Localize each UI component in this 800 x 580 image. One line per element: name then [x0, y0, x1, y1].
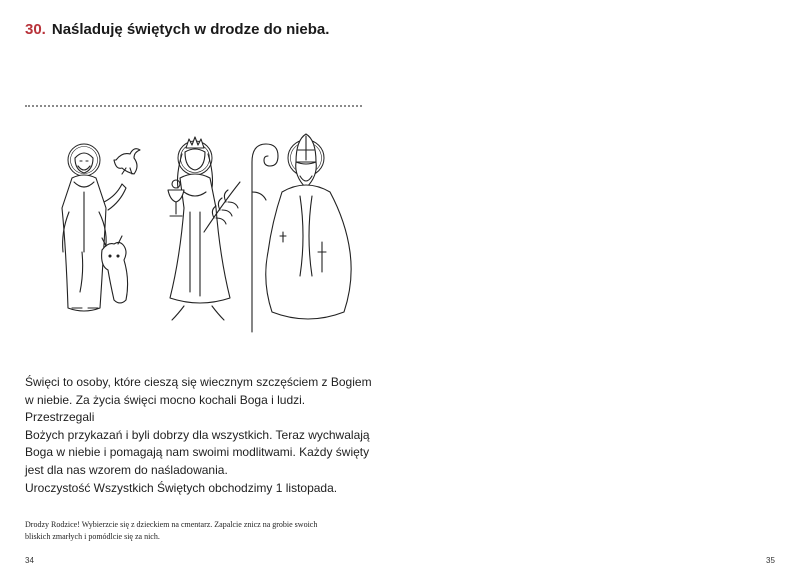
- paragraph-line: Święci to osoby, które cieszą się wiecznym szczęściem z Bogiem: [25, 375, 372, 389]
- saint-barbara-figure: [168, 137, 240, 320]
- note-line: bliskich zmarłych i pomódlcie się za nich.: [25, 532, 160, 541]
- parents-note: [25, 519, 375, 543]
- paragraph-line: Boga w niebie i pomagają nam swoimi modlitwami. Każdy święty: [25, 445, 370, 460]
- paragraph-line: Uroczystość Wszystkich Świętych obchodzimy 1 listopada.: [25, 480, 338, 495]
- task-number: 30.: [25, 21, 46, 38]
- paragraph-line: w niebie. Za życia święci mocno kochali Boga i ludzi. Przestrzegali: [25, 392, 306, 425]
- page-number-right: 35: [766, 556, 775, 565]
- lesson-paragraph: [25, 374, 375, 497]
- saints-illustration: [44, 132, 364, 337]
- paragraph-line: jest dla nas wzorem do naśladowania.: [25, 462, 228, 477]
- answer-line[interactable]: [25, 105, 362, 107]
- task-title: [25, 21, 329, 38]
- note-line: Drodzy Rodzice! Wybierzcie się z dzieckiem na cmentarz. Zapalcie znicz na grobie swoich: [25, 520, 318, 529]
- page-number-left: 34: [25, 556, 34, 565]
- saint-francis-figure: [62, 144, 140, 311]
- saint-bishop-figure: [252, 134, 351, 332]
- paragraph-line: Bożych przykazań i byli dobrzy dla wszystkich. Teraz wychwalają: [25, 427, 370, 442]
- task-title-text: Naśladuję świętych w drodze do nieba.: [51, 21, 330, 38]
